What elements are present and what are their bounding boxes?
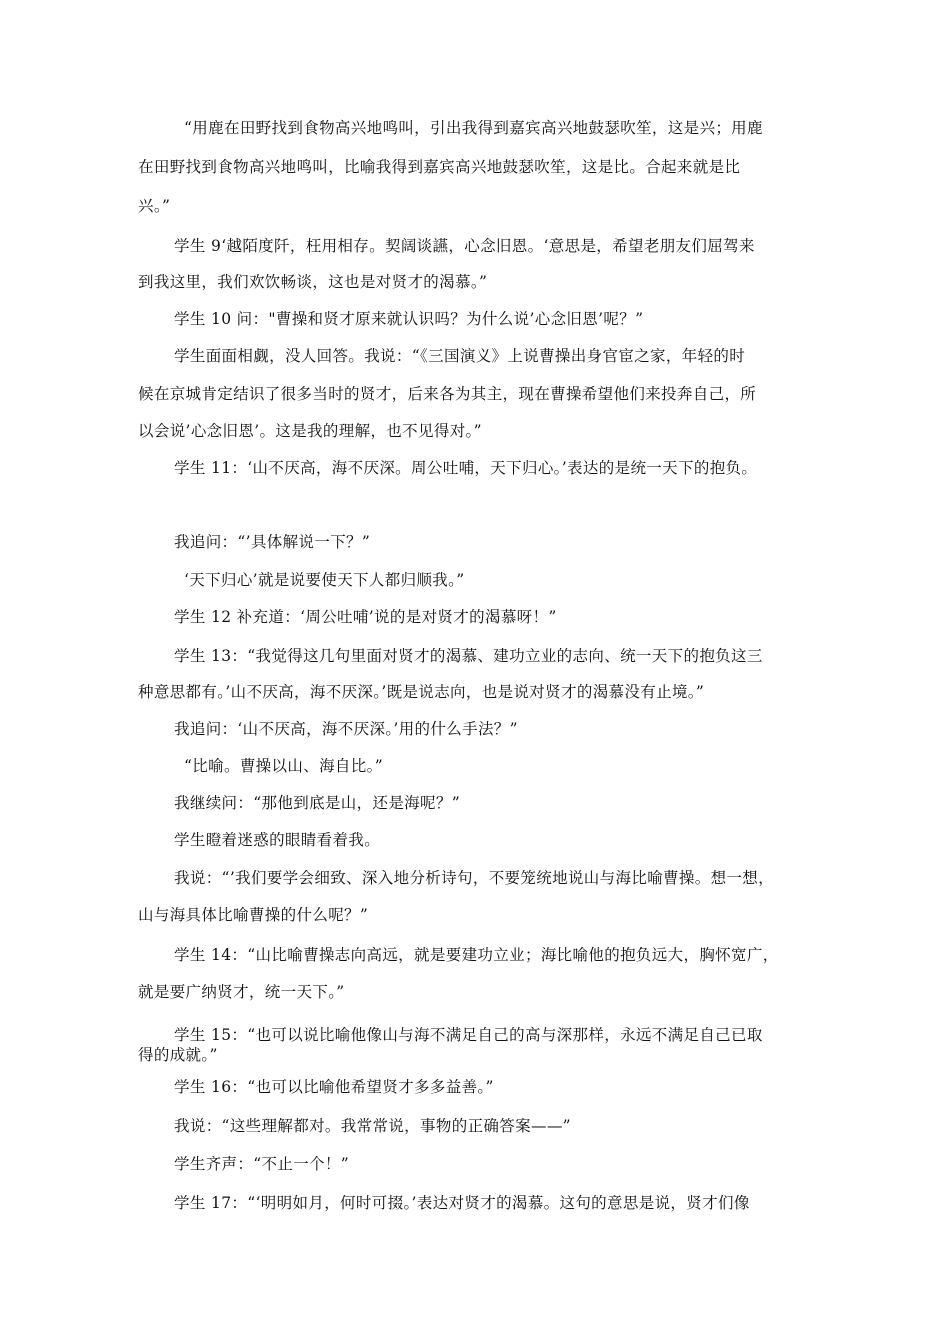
text-line: 以会说’心念旧恩’。这是我的理解，也不见得对。” <box>138 422 482 440</box>
text-line: 到我这里，我们欢饮畅谈，这也是对贤才的渴慕。” <box>138 273 488 291</box>
text-line: 学生 14：“山比喻曹操志向高远，就是要建功立业；海比喻他的抱负远大，胸怀宽广， <box>174 946 779 964</box>
text-line: 我说：“这些理解都对。我常常说，事物的正确答案——” <box>174 1117 571 1135</box>
text-line: 学生 12 补充道：‘周公吐哺’说的是对贤才的渴慕呀！” <box>174 608 557 626</box>
text-line: 在田野找到食物高兴地鸣叫，比喻我得到嘉宾高兴地鼓瑟吹笙，这是比。合起来就是比 <box>138 158 741 176</box>
text-line: 学生齐声：“不止一个！” <box>174 1155 350 1173</box>
text-line: ‘天下归心’就是说要使天下人都归顺我。” <box>184 571 465 589</box>
text-line: “比喻。曹操以山、海自比。” <box>184 757 383 775</box>
text-line: 学生 17：“‘明明如月，何时可掇。’表达对贤才的渴慕。这句的意思是说，贤才们像 <box>174 1194 750 1212</box>
text-line: 我说：“’我们要学会细致、深入地分析诗句，不要笼统地说山与海比喻曹操。想一想， <box>174 869 775 887</box>
text-line: 学生瞪着迷惑的眼睛看着我。 <box>174 831 381 849</box>
text-line: 山与海具体比喻曹操的什么呢？” <box>138 906 369 924</box>
text-line: 就是要广纳贤才，统一天下。” <box>138 983 345 1001</box>
text-line: 候在京城肯定结识了很多当时的贤才，后来各为其主，现在曹操希望他们来投奔自己，所 <box>138 385 757 403</box>
text-line: 学生面面相觑，没人回答。我说：“《三国演义》上说曹操出身官宦之家，年轻的时 <box>174 347 746 365</box>
text-line: 我追问：“’具体解说一下？” <box>174 533 371 551</box>
text-line: 学生 13：“我觉得这几句里面对贤才的渴慕、建功立业的志向、统一天下的抱负这三 <box>174 647 763 665</box>
text-line: 学生 11：‘山不厌高，海不厌深。周公吐哺，天下归心。’表达的是统一天下的抱负。 <box>174 459 758 477</box>
text-line: 得的成就。” <box>138 1046 218 1064</box>
text-line: 种意思都有。’山不厌高，海不厌深。’既是说志向，也是说对贤才的渴慕没有止境。” <box>138 683 705 701</box>
text-line: 我追问：‘山不厌高，海不厌深。’用的什么手法？” <box>174 720 518 738</box>
text-line: 我继续问：“那他到底是山，还是海呢？” <box>174 794 460 812</box>
text-line: 兴。” <box>138 197 171 215</box>
text-line: “用鹿在田野找到食物高兴地鸣叫，引出我得到嘉宾高兴地鼓瑟吹笙，这是兴；用鹿 <box>184 119 763 137</box>
text-line: 学生 15：“也可以说比喻他像山与海不满足自己的高与深那样，永远不满足自己已取 <box>174 1026 763 1044</box>
text-line: 学生 9‘越陌度阡，枉用相存。契阔谈讌，心念旧恩。‘意思是，希望老朋友们屈驾来 <box>174 237 755 255</box>
text-line: 学生 10 问："曹操和贤才原来就认识吗？为什么说’心念旧恩’呢？” <box>174 310 644 328</box>
text-line: 学生 16：“也可以比喻他希望贤才多多益善。” <box>174 1078 494 1096</box>
